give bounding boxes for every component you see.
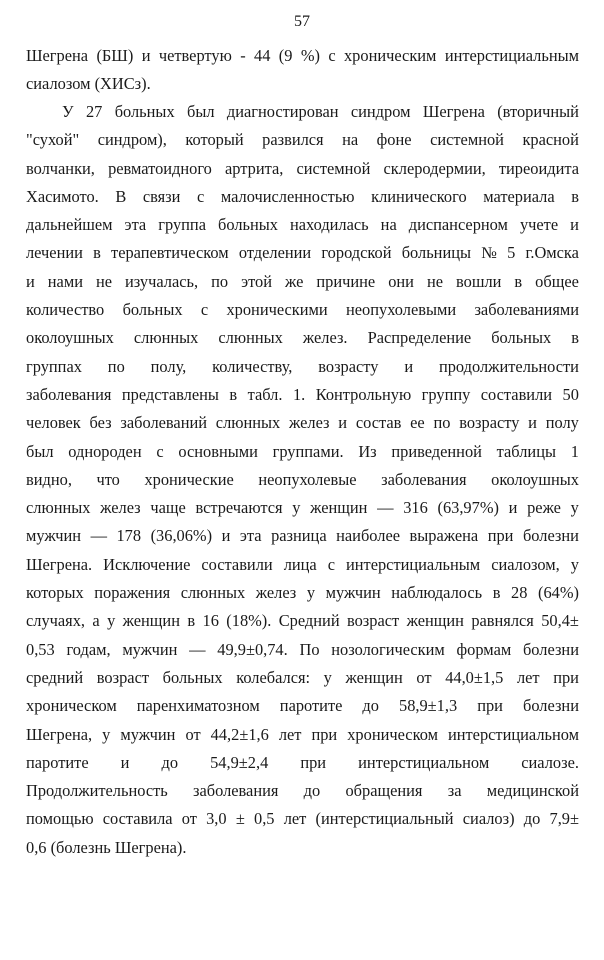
text-line: Продолжительность заболевания до обращения за медицинской (26, 781, 579, 801)
text-line: Шегрена, у мужчин от 44,2±1,6 лет при хроническом интерстициальном (26, 724, 579, 744)
text-line: сиалозом (ХИСз). (26, 74, 151, 94)
text-line: Хасимото. В связи с малочисленностью клинического материала в (26, 186, 579, 206)
paragraph-main (26, 98, 579, 862)
text-line: группах по полу, количеству, возрасту и продолжительности (26, 356, 579, 376)
text-line: околоушных слюнных слюнных желез. Распределение больных в (26, 328, 579, 348)
page-number: 57 (294, 13, 310, 30)
text-line: случаях, а у женщин в 16 (18%). Средний возраст женщин равнялся 50,4± (26, 611, 579, 631)
text-line: заболевания представлены в табл. 1. Контрольную группу составили 50 (26, 384, 579, 404)
text-line: количество больных с хроническими неопухолевыми заболеваниями (26, 300, 579, 320)
text-line: У 27 больных был диагностирован синдром Шегрена (вторичный (62, 102, 579, 121)
text-line: дальнейшем эта группа больных находилась на диспансерном учете и (26, 215, 579, 235)
text-line: и нами не изучалась, по этой же причине они не вошли в общее (26, 271, 579, 291)
text-line: мужчин — 178 (36,06%) и эта разница наиболее выражена при болезни (26, 526, 579, 546)
text-line: слюнных желез чаще встречаются у женщин — 316 (63,97%) и реже у (26, 498, 579, 518)
text-line: был однороден с основными группами. Из приведенной таблицы 1 (26, 441, 579, 461)
text-line: хроническом паренхиматозном паротите до 58,9±1,3 при болезни (26, 696, 579, 716)
text-line: которых поражения слюнных желез у мужчин наблюдалось в 28 (64%) (26, 583, 579, 603)
text-line: видно, что хронические неопухолевые заболевания околоушных (26, 469, 579, 489)
text-line: волчанки, ревматоидного артрита, системной склеродермии, тиреоидита (26, 158, 579, 178)
text-line: средний возраст больных колебался: у женщин от 44,0±1,5 лет при (26, 667, 579, 687)
paragraph-continuation (26, 42, 579, 99)
text-line: помощью составила от 3,0 ± 0,5 лет (интерстициальный сиалоз) до 7,9± (26, 809, 579, 829)
text-line: лечении в терапевтическом отделении городской больницы № 5 г.Омска (26, 243, 579, 263)
text-line: Шегрена (БШ) и четвертую - 44 (9 %) с хроническим интерстициальным (26, 46, 579, 65)
text-line: человек без заболеваний слюнных желез и состав ее по возрасту и полу (26, 413, 579, 433)
text-line: "сухой" синдром), который развился на фоне системной красной (26, 130, 579, 150)
text-line: паротите и до 54,9±2,4 при интерстициальном сиалозе. (26, 752, 579, 772)
text-line: 0,53 годам, мужчин — 49,9±0,74. По нозологическим формам болезни (26, 639, 579, 659)
text-line: Шегрена. Исключение составили лица с интерстициальным сиалозом, у (26, 554, 579, 574)
text-line: 0,6 (болезнь Шегрена). (26, 837, 187, 857)
